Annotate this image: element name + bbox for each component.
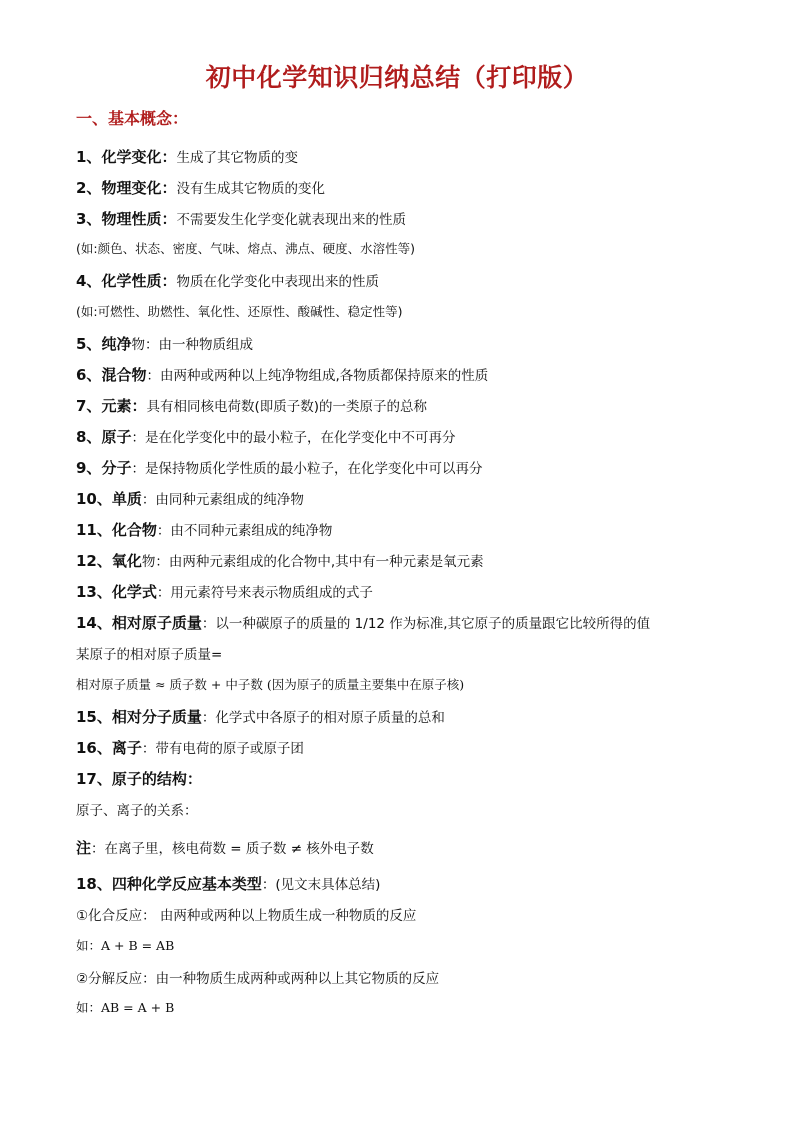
list-item: 4、化学性质：物质在化学变化中表现出来的性质 [76,272,379,290]
list-item: 注：在离子里，核电荷数 = 质子数 ≠ 核外电子数 [76,839,374,857]
list-item: 15、相对分子质量：化学式中各原子的相对原子质量的总和 [76,708,445,726]
list-item: 17、原子的结构： [76,770,202,788]
list-item: 3、物理性质：不需要发生化学变化就表现出来的性质 [76,210,406,228]
list-item: ①化合反应： 由两种或两种以上物质生成一种物质的反应 [76,908,417,924]
section-heading: 一、基本概念： [76,109,189,128]
list-item: 9、分子：是保持物质化学性质的最小粒子，在化学变化中可以再分 [76,459,483,477]
list-item: 1、化学变化：生成了其它物质的变 [76,148,298,166]
list-item: ②分解反应：由一种物质生成两种或两种以上其它物质的反应 [76,971,440,987]
list-item: 13、化学式：用元素符号来表示物质组成的式子 [76,583,373,601]
list-item: 如：A + B = AB [76,938,175,953]
list-item: (如:颜色、状态、密度、气味、熔点、沸点、硬度、水溶性等) [76,241,415,256]
list-item: 相对原子质量 ≈ 质子数 + 中子数 (因为原子的质量主要集中在原子核) [76,677,465,692]
list-item: 16、离子：带有电荷的原子或原子团 [76,739,304,757]
list-item: 2、物理变化：没有生成其它物质的变化 [76,179,325,197]
list-item: 11、化合物：由不同种元素组成的纯净物 [76,521,333,539]
page-title: 初中化学知识归纳总结（打印版） [205,63,589,92]
list-item: 5、纯净物：由一种物质组成 [76,335,253,353]
list-item: 7、元素：具有相同核电荷数(即质子数)的一类原子的总称 [76,397,428,415]
list-item: 8、原子：是在化学变化中的最小粒子，在化学变化中不可再分 [76,428,456,446]
list-item: 如：AB = A + B [76,1000,175,1015]
list-item: 原子、离子的关系： [76,803,198,819]
list-item: 18、四种化学反应基本类型：(见文末具体总结) [76,875,381,893]
list-item: 某原子的相对原子质量= [76,647,223,663]
list-item: (如:可燃性、助燃性、氧化性、还原性、酸碱性、稳定性等) [76,304,403,319]
list-item: 10、单质：由同种元素组成的纯净物 [76,490,304,508]
list-item: 6、混合物：由两种或两种以上纯净物组成,各物质都保持原来的性质 [76,366,489,384]
list-item: 14、相对原子质量：以一种碳原子的质量的 1/12 作为标准,其它原子的质量跟它比较所得的值 [76,614,651,632]
list-item: 12、氧化物：由两种元素组成的化合物中,其中有一种元素是氧元素 [76,552,484,570]
